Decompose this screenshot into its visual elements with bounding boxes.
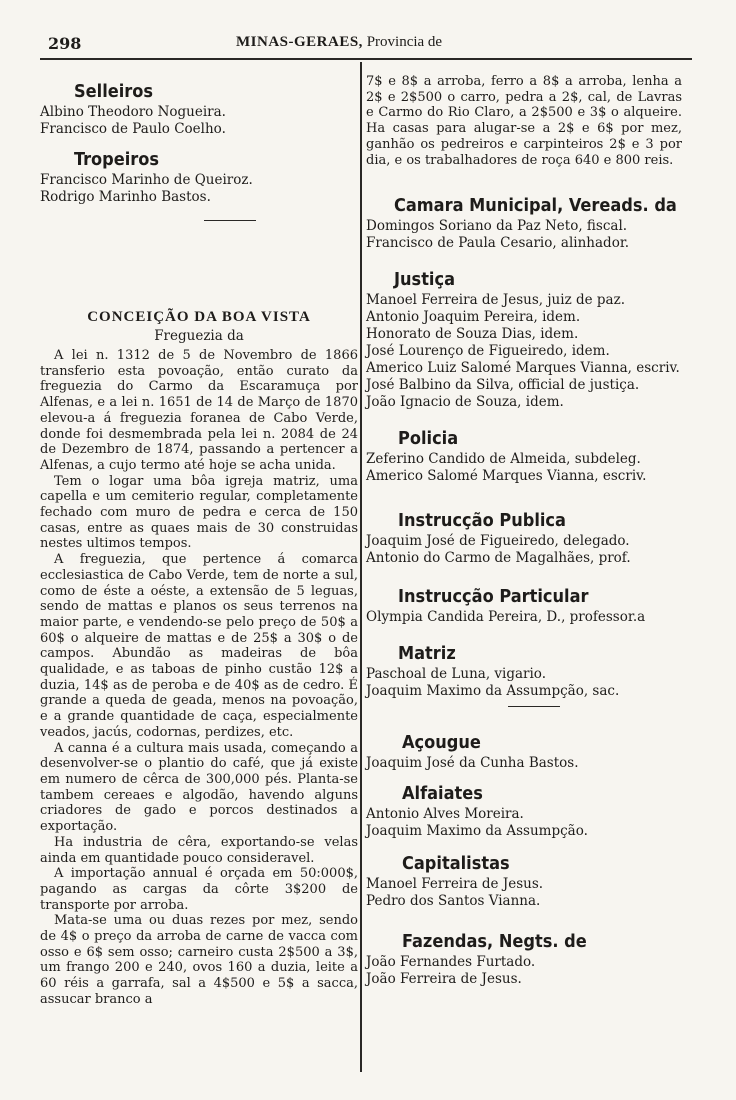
section-instrucao-publica — [366, 509, 682, 567]
list-item: Joaquim Maximo da Assumpção, sac. — [366, 683, 620, 700]
paragraph: Tem o logar uma bôa igreja matriz, uma capella e um cemiterio regular, completamente fechado com muro de pedra e cerca de 150 casas, entre as quaes mais de 30 construidas nestes ultimos tempos. — [40, 473, 358, 552]
list-item: Antonio Joaquim Pereira, idem. — [366, 309, 581, 326]
section-fazendas — [366, 930, 682, 988]
publication-subtitle: Provincia de — [366, 34, 443, 50]
section-camara — [366, 194, 682, 252]
right-column — [366, 74, 682, 988]
section-title: Fazendas, Negts. de — [402, 931, 587, 953]
list-item: Francisco Marinho de Queiroz. — [40, 172, 253, 188]
section-acougue — [366, 731, 682, 772]
header-rule — [40, 58, 692, 60]
list-item: Antonio Alves Moreira. — [366, 806, 524, 823]
list-item: Pedro dos Santos Vianna. — [366, 893, 541, 910]
list-item: Joaquim Maximo da Assumpção. — [366, 823, 588, 840]
section-title: Justiça — [394, 269, 456, 291]
list-item: Paschoal de Luna, vigario. — [366, 666, 546, 683]
parish-section — [40, 309, 358, 1008]
list-item: Domingos Soriano da Paz Neto, fiscal. — [366, 218, 628, 235]
continuation-paragraph: 7$ e 8$ a arroba, ferro a 8$ a arroba, lenha a 2$ e 2$500 o carro, pedra a 2$, cal, de Lavras e Carmo do Rio Claro, a 2$500 e 3$ o alqueire. Ha casas para alugar-se a 2$ e 6$ por mez, ganhão os pedreiros e carpinteiros 2$ e 3 por dia, e os trabalhadores de roça 640 e 800 reis. — [366, 74, 682, 168]
section-separator — [204, 220, 256, 221]
section-title-selleiros: Selleiros — [74, 81, 154, 102]
list-item: Francisco de Paulo Coelho. — [40, 121, 226, 137]
section-title: Capitalistas — [402, 853, 510, 875]
list-item: Manoel Ferreira de Jesus, juiz de paz. — [366, 292, 625, 309]
list-item: Manoel Ferreira de Jesus. — [366, 876, 544, 893]
list-item: José Balbino da Silva, official de justiça. — [366, 377, 640, 394]
section-matriz — [366, 642, 682, 700]
list-item: Joaquim José de Figueiredo, delegado. — [366, 533, 630, 550]
parish-subtitle: Freguezia da — [154, 328, 244, 344]
section-title-tropeiros: Tropeiros — [74, 149, 160, 170]
section-separator — [508, 706, 560, 707]
paragraph: A freguezia, que pertence á comarca ecclesiastica de Cabo Verde, tem de norte a sul, como de éste a oéste, a extensão de 5 leguas, sendo de mattas e planos os seus terrenos na maior parte, e vendendo-se pelo preço de 50$ a 60$ o alqueire de mattas e de 25$ a 30$ o de campos. Abundão as madeiras de bôa qualidade, e as taboas de pinho custão 12$ a duzia, 14$ as de peroba e de 40$ as de cedro. É grande a queda de geada, menos na povoação, e a grande quantidade de caça, especialmente veados, jacús, codornas, perdizes, etc. — [40, 552, 358, 740]
list-item: Americo Salomé Marques Vianna, escriv. — [366, 468, 647, 485]
section-capitalistas — [366, 852, 682, 910]
running-title — [236, 34, 442, 51]
list-item: Antonio do Carmo de Magalhães, prof. — [366, 550, 631, 567]
list-item: Albino Theodoro Nogueira. — [40, 104, 226, 120]
paragraph: Mata-se uma ou duas rezes por mez, sendo de 4$ o preço da arroba de carne de vacca com osso e 6$ sem osso; carneiro custa 2$500 a 3$, um frango 200 e 240, ovos 160 a duzia, leite a 60 réis a garrafa, sal a 4$500 e 5$ a sacca, assucar branco a — [40, 913, 358, 1007]
section-title: Alfaiates — [402, 783, 483, 805]
section-justica — [366, 268, 682, 411]
section-title: Camara Municipal, Vereads. da — [394, 195, 677, 217]
paragraph: A importação annual é orçada em 50:000$, pagando as cargas da côrte 3$200 de transporte por arroba. — [40, 866, 358, 913]
page-number: 298 — [48, 34, 82, 53]
list-item: João Ignacio de Souza, idem. — [366, 394, 564, 411]
paragraph: Ha industria de cêra, exportando-se velas ainda em quantidade pouco consideravel. — [40, 834, 358, 866]
section-title: Instrucção Publica — [398, 510, 566, 532]
selleiros-section — [40, 80, 358, 104]
list-item: Honorato de Souza Dias, idem. — [366, 326, 579, 343]
tropeiros-section — [40, 148, 358, 172]
parish-title: CONCEIÇÃO DA BOA VISTA — [87, 309, 311, 325]
list-item: João Fernandes Furtado. — [366, 954, 536, 971]
list-item: Zeferino Candido de Almeida, subdeleg. — [366, 451, 641, 468]
section-title: Instrucção Particular — [398, 586, 589, 608]
publication-title: MINAS-GERAES, — [236, 34, 363, 50]
paragraph: A lei n. 1312 de 5 de Novembro de 1866 transferio esta povoação, então curato da freguezia do Carmo da Escaramuça por Alfenas, e a lei n. 1651 de 14 de Março de 1870 elevou-a á freguezia foranea de Cabo Verde, donde foi desmembrada pela lei n. 2084 de 24 de Dezembro de 1874, passando a pertencer a Alfenas, a cujo termo até hoje se acha unida. — [40, 348, 358, 473]
paragraph: A canna é a cultura mais usada, começando a desenvolver-se o plantio do café, que já existe em numero de cêrca de 300,000 pés. Planta-se tambem cereaes e algodão, havendo alguns criadores de gado e porcos destinados a exportação. — [40, 740, 358, 835]
list-item: Joaquim José da Cunha Bastos. — [366, 755, 579, 772]
list-item: João Ferreira de Jesus. — [366, 971, 522, 988]
section-policia — [366, 427, 682, 485]
section-title: Açougue — [402, 732, 481, 754]
list-item: José Lourenço de Figueiredo, idem. — [366, 343, 610, 360]
section-title: Matriz — [398, 643, 456, 665]
list-item: Olympia Candida Pereira, D., professor.a — [366, 609, 646, 626]
list-item: Francisco de Paula Cesario, alinhador. — [366, 235, 630, 252]
list-item: Americo Luiz Salomé Marques Vianna, escriv. — [366, 360, 680, 377]
running-header — [40, 34, 692, 56]
column-divider — [360, 62, 362, 1072]
section-title: Policia — [398, 428, 459, 450]
left-column — [40, 80, 358, 1008]
section-alfaiates — [366, 782, 682, 840]
section-instrucao-particular — [366, 585, 682, 626]
list-item: Rodrigo Marinho Bastos. — [40, 189, 211, 205]
